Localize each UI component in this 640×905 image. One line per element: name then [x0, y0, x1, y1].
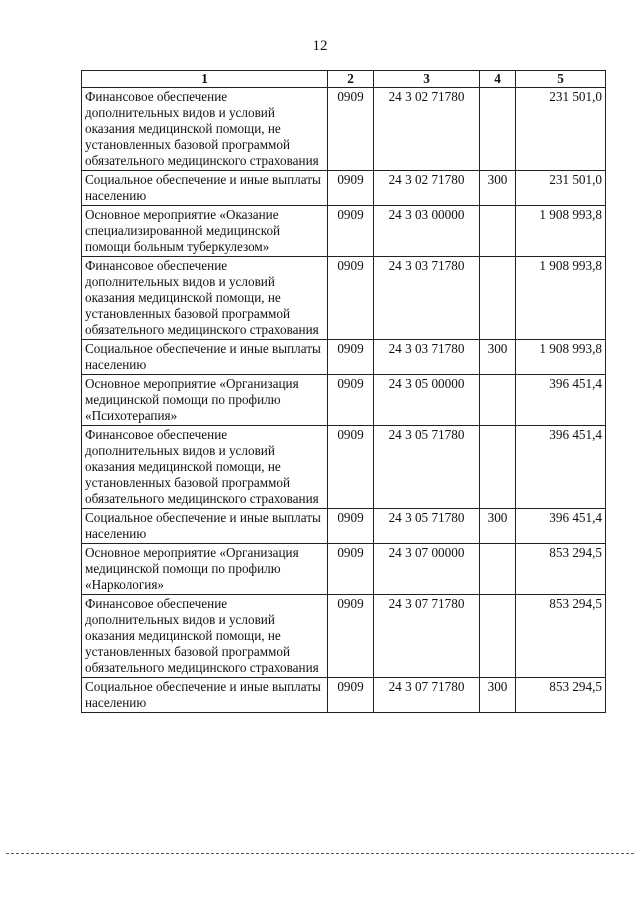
- table-row: [82, 340, 606, 375]
- header-row: [82, 71, 606, 88]
- cell-name: Основное мероприятие «Оказание специализированной медицинской помощи больным туберкулезом»: [82, 206, 328, 257]
- cell-name: Основное мероприятие «Организация медицинской помощи по профилю «Психотерапия»: [82, 375, 328, 426]
- cell-name: Социальное обеспечение и иные выплаты населению: [82, 340, 328, 375]
- header-cell-name: 1: [82, 71, 328, 88]
- cell-kind: [480, 88, 516, 171]
- cell-kind: [480, 257, 516, 340]
- table-row: [82, 206, 606, 257]
- cell-amount: 1 908 993,8: [516, 206, 606, 257]
- cell-name: Социальное обеспечение и иные выплаты населению: [82, 678, 328, 713]
- cell-name: Социальное обеспечение и иные выплаты населению: [82, 171, 328, 206]
- cell-kind: 300: [480, 678, 516, 713]
- cell-section: 0909: [328, 544, 374, 595]
- cell-name: Финансовое обеспечение дополнительных видов и условий оказания медицинской помощи, не установленных базовой программой обязательного медицинского страхования: [82, 257, 328, 340]
- cell-section: 0909: [328, 509, 374, 544]
- table-row: [82, 595, 606, 678]
- cell-amount: 396 451,4: [516, 426, 606, 509]
- budget-table: [81, 70, 606, 713]
- page-number: 12: [312, 38, 328, 54]
- footer-divider: [6, 853, 634, 854]
- cell-kind: [480, 544, 516, 595]
- cell-kind: [480, 375, 516, 426]
- header-cell-amount: 5: [516, 71, 606, 88]
- table-row: [82, 426, 606, 509]
- header-cell-section: 2: [328, 71, 374, 88]
- cell-amount: 853 294,5: [516, 595, 606, 678]
- cell-code: 24 3 05 71780: [374, 426, 480, 509]
- table-row: [82, 88, 606, 171]
- cell-amount: 853 294,5: [516, 678, 606, 713]
- cell-section: 0909: [328, 171, 374, 206]
- cell-section: 0909: [328, 257, 374, 340]
- cell-amount: 853 294,5: [516, 544, 606, 595]
- cell-amount: 231 501,0: [516, 171, 606, 206]
- cell-code: 24 3 03 00000: [374, 206, 480, 257]
- cell-code: 24 3 05 00000: [374, 375, 480, 426]
- table-row: [82, 509, 606, 544]
- cell-amount: 396 451,4: [516, 509, 606, 544]
- cell-name: Основное мероприятие «Организация медицинской помощи по профилю «Наркология»: [82, 544, 328, 595]
- cell-code: 24 3 07 71780: [374, 678, 480, 713]
- cell-kind: [480, 426, 516, 509]
- cell-name: Финансовое обеспечение дополнительных видов и условий оказания медицинской помощи, не установленных базовой программой обязательного медицинского страхования: [82, 88, 328, 171]
- cell-code: 24 3 03 71780: [374, 257, 480, 340]
- cell-section: 0909: [328, 426, 374, 509]
- cell-code: 24 3 02 71780: [374, 171, 480, 206]
- cell-code: 24 3 07 00000: [374, 544, 480, 595]
- cell-code: 24 3 07 71780: [374, 595, 480, 678]
- cell-name: Финансовое обеспечение дополнительных видов и условий оказания медицинской помощи, не установленных базовой программой обязательного медицинского страхования: [82, 595, 328, 678]
- cell-code: 24 3 03 71780: [374, 340, 480, 375]
- cell-code: 24 3 02 71780: [374, 88, 480, 171]
- cell-kind: [480, 595, 516, 678]
- cell-amount: 231 501,0: [516, 88, 606, 171]
- cell-section: 0909: [328, 678, 374, 713]
- table-row: [82, 375, 606, 426]
- cell-amount: 1 908 993,8: [516, 340, 606, 375]
- cell-kind: 300: [480, 340, 516, 375]
- header-cell-code: 3: [374, 71, 480, 88]
- cell-code: 24 3 05 71780: [374, 509, 480, 544]
- table-row: [82, 678, 606, 713]
- cell-section: 0909: [328, 206, 374, 257]
- table-row: [82, 257, 606, 340]
- cell-section: 0909: [328, 340, 374, 375]
- cell-kind: 300: [480, 509, 516, 544]
- cell-section: 0909: [328, 595, 374, 678]
- header-cell-kind: 4: [480, 71, 516, 88]
- cell-name: Финансовое обеспечение дополнительных видов и условий оказания медицинской помощи, не установленных базовой программой обязательного медицинского страхования: [82, 426, 328, 509]
- cell-amount: 396 451,4: [516, 375, 606, 426]
- cell-section: 0909: [328, 375, 374, 426]
- table-row: [82, 544, 606, 595]
- cell-name: Социальное обеспечение и иные выплаты населению: [82, 509, 328, 544]
- table-row: [82, 171, 606, 206]
- cell-kind: 300: [480, 171, 516, 206]
- cell-section: 0909: [328, 88, 374, 171]
- cell-kind: [480, 206, 516, 257]
- cell-amount: 1 908 993,8: [516, 257, 606, 340]
